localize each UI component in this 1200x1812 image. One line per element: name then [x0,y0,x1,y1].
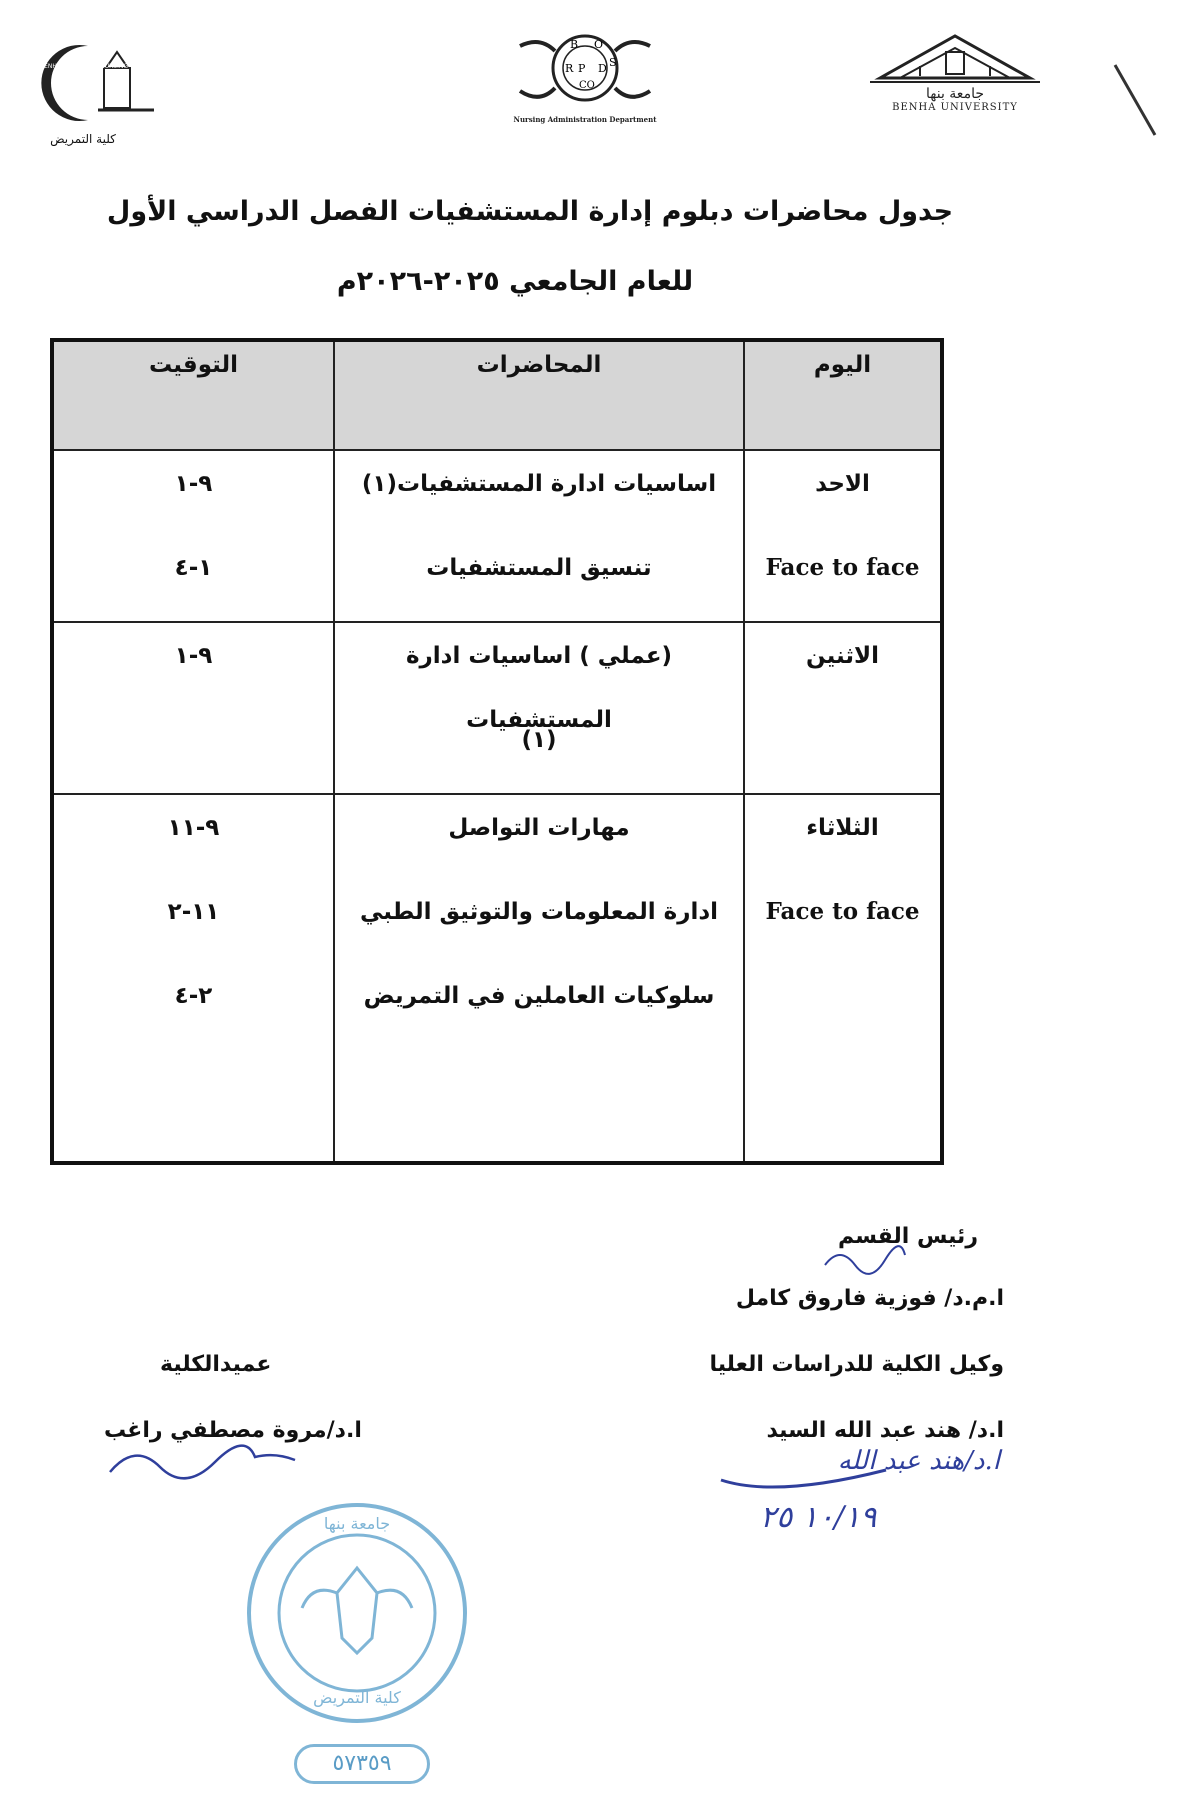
table-header-row [52,340,942,450]
slash-mark [1110,60,1160,144]
svg-text:S: S [609,56,617,69]
time-item: ٩-١ [174,643,213,669]
dean-handwritten-signature [105,1432,305,1486]
day-cell [744,450,942,622]
table-row [52,450,942,622]
time-cell [52,450,334,622]
department-head-name: ا.م.د/ فوزية فاروق كامل [735,1286,1004,1311]
mode-label: Face to face [765,554,920,581]
day-cell [744,622,942,794]
stamp-number: ٥٧٣٥٩ [332,1751,392,1776]
faculty-caption: كلية التمريض [50,132,116,146]
university-name-english: BENHA UNIVERSITY [892,102,1018,113]
time-item: ٢-٤ [174,983,213,1009]
schedule-table [50,338,944,1165]
time-item: ٩-١ [174,471,213,497]
lecture-item: مهارات التواصل [448,815,630,841]
faculty-of-nursing-logo [18,38,168,148]
svg-text:B: B [570,38,579,51]
day-label: الاحد [815,471,870,497]
academic-year: للعام الجامعي ٢٠٢٥-٢٠٢٦م [336,266,694,297]
puzzle-hands-icon [510,26,660,111]
time-item [55,708,332,792]
department-head-handwritten-initial [820,1240,910,1284]
svg-text:R: R [565,62,574,75]
mode-label: Face to face [765,898,920,925]
page-title: جدول محاضرات دبلوم إدارة المستشفيات الفصل الدراسي الأول [106,196,954,227]
handwritten-date: ١٠/١٩ ٢٥ [760,1500,877,1535]
vice-dean-handwritten-signature: ا.د/هند عبد الله [837,1446,1000,1476]
lectures-cell [334,622,744,794]
time-item: ١-٤ [174,555,213,581]
signature-underline [716,1460,896,1504]
svg-text:BENHA FACULTY OF NURSING: BENHA FACULTY OF NURSING [40,63,128,70]
svg-text:P: P [578,62,586,75]
benha-university-logo [860,28,1050,118]
svg-text:D: D [598,62,607,75]
lecture-item: اساسيات ادارة المستشفيات(١) [361,471,717,497]
lecture-item: ادارة المعلومات والتوثيق الطبي [359,899,719,925]
seal-top-text: جامعة بنها [323,1514,391,1533]
lecture-item: تنسيق المستشفيات [426,555,652,581]
svg-text:O: O [594,38,604,51]
vice-dean-title: وكيل الكلية للدراسات العليا [709,1352,1004,1377]
table-row [52,622,942,794]
stamp-number-badge [294,1744,430,1784]
day-cell [744,794,942,1163]
day-label: الاثنين [805,643,880,669]
dean-title: عميدالكلية [160,1352,272,1377]
header-lectures: المحاضرات [334,340,744,450]
vice-dean-name: ا.د/ هند عبد الله السيد [766,1418,1004,1443]
table-row [52,794,942,1163]
mode-label [746,708,939,792]
day-label: الثلاثاء [806,815,879,841]
time-item: ١١-٢ [167,899,220,925]
lectures-cell [334,794,744,1163]
dean-name: ا.د/مروة مصطفي راغب [104,1418,362,1443]
department-caption: Nursing Administration Department [513,115,657,124]
lecture-item: (١) [521,727,557,753]
header-day: اليوم [744,340,942,450]
time-cell [52,622,334,794]
nursing-administration-logo [490,26,680,131]
official-seal [242,1498,472,1728]
lecture-item: (عملي ) اساسيات ادارة المستشفيات [405,643,673,733]
crescent-lamp-icon [18,38,168,128]
time-item: ٩-١١ [167,815,220,841]
university-building-icon [860,28,1050,88]
lectures-cell [334,450,744,622]
header-time: التوقيت [52,340,334,450]
seal-bottom-text: كلية التمريض [313,1688,401,1707]
svg-text:CO: CO [579,80,595,91]
department-head-title: رئيس القسم [838,1224,978,1249]
university-name-arabic: جامعة بنها [926,86,984,102]
time-cell [52,794,334,1163]
lecture-item: سلوكيات العاملين في التمريض [363,983,715,1009]
